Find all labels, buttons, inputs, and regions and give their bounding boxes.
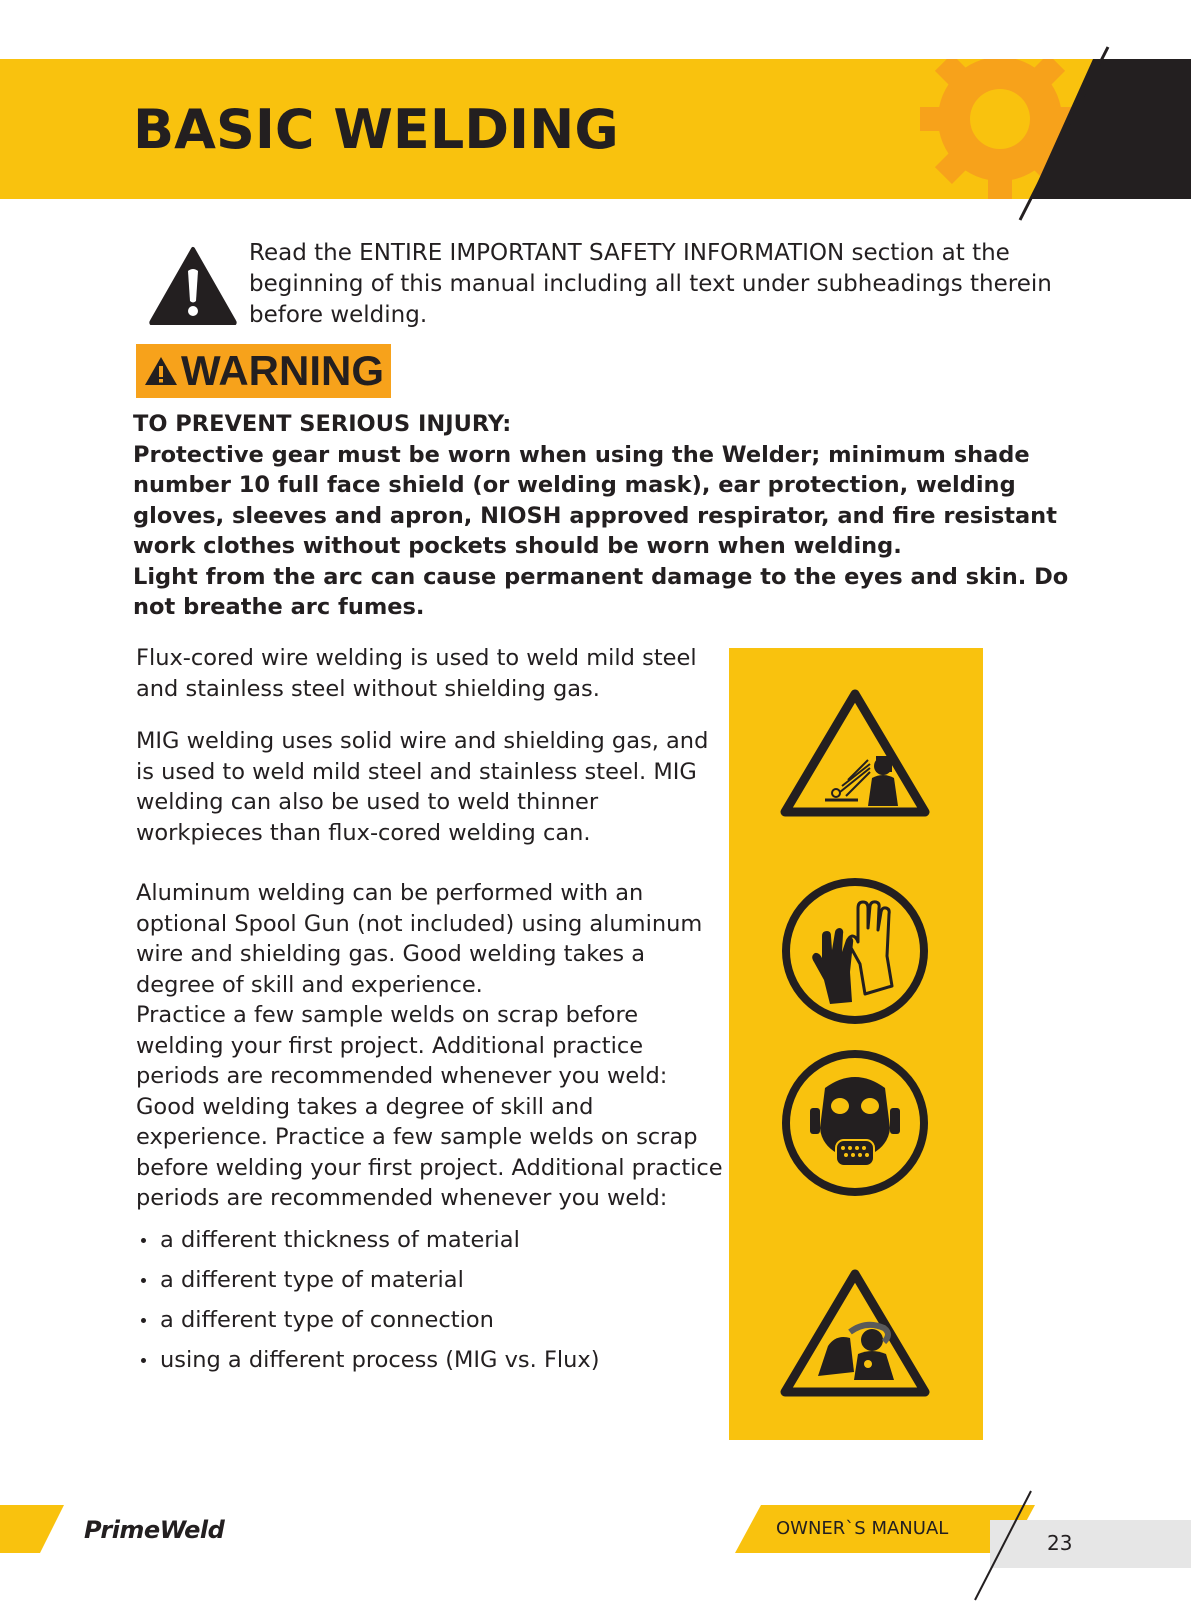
warning-label: WARNING (181, 347, 384, 394)
warning-arc-light: Light from the arc can cause permanent damage to the eyes and skin. Do not breathe arc fumes. (133, 563, 1069, 620)
warning-protective-gear: Protective gear must be worn when using the Welder; minimum shade number 10 full face shield (or welding mask), ear protection, welding gloves, sleeves and apron, NIOSH approved respirator, and fire resistant work clothes without pockets should be worn when welding. (133, 441, 1057, 559)
caution-triangle-icon (148, 245, 238, 325)
safety-intro-text: Read the ENTIRE IMPORTANT SAFETY INFORMATION section at the beginning of this manual including all text under subheadings therein before welding. (249, 240, 1052, 328)
toxic-fumes-warning-icon (780, 1268, 930, 1398)
practice-conditions-list (136, 1224, 726, 1384)
warning-triangle-icon (143, 355, 179, 387)
warning-text-block (133, 409, 1073, 623)
safety-symbol-panel (729, 648, 983, 1440)
page-title: BASIC WELDING (133, 98, 619, 161)
list-item: using a different process (MIG vs. Flux) (136, 1344, 726, 1384)
flux-cored-paragraph: Flux-cored wire welding is used to weld mild steel and stainless steel without shielding gas. (136, 645, 697, 702)
mig-paragraph: MIG welding uses solid wire and shielding gas, and is used to weld mild steel and stainless steel. MIG welding can also be used to weld thinner workpieces than flux-cored welding can. (136, 728, 709, 846)
practice-paragraph: Practice a few sample welds on scrap before welding your first project. Additional practice periods are recommended whenever you weld: Good welding takes a degree of skill and experience. Practice a few sample welds on scrap before welding your first project. Additional practice periods are recommended whenever you weld: (136, 1002, 723, 1211)
aluminum-paragraph: Aluminum welding can be performed with an optional Spool Gun (not included) using aluminum wire and shielding gas. Good welding takes a degree of skill and experience. (136, 880, 703, 998)
list-item: a different type of material (136, 1264, 726, 1304)
arc-flash-warning-icon (780, 688, 930, 818)
footer-slash-line (968, 1488, 1038, 1603)
list-item: a different type of connection (136, 1304, 726, 1344)
welding-gloves-icon (780, 876, 930, 1026)
list-item: a different thickness of material (136, 1224, 726, 1264)
page-number: 23 (1047, 1531, 1073, 1555)
warning-heading: TO PREVENT SERIOUS INJURY: (133, 411, 512, 437)
body-column (136, 643, 726, 1384)
footer-manual-label: OWNER`S MANUAL (776, 1518, 949, 1539)
warning-badge (136, 344, 391, 398)
footer-left-accent (0, 1505, 70, 1553)
header-slash-line (1015, 45, 1115, 225)
primeweld-logo: PrimeWeld (84, 1516, 225, 1544)
respirator-icon (780, 1048, 930, 1198)
